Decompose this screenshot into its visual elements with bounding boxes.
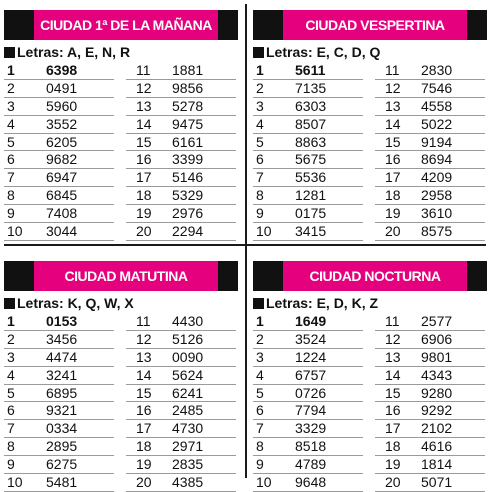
result-row xyxy=(4,438,114,456)
result-row xyxy=(4,456,114,474)
result-position: 17 xyxy=(136,420,152,437)
result-row xyxy=(375,205,485,223)
result-row xyxy=(253,187,363,205)
result-number: 7408 xyxy=(46,205,78,222)
letras-line xyxy=(253,295,378,311)
result-number: 2958 xyxy=(421,187,453,204)
result-position: 15 xyxy=(385,133,401,150)
panel-title: CIUDAD MATUTINA xyxy=(64,268,188,284)
horizontal-divider xyxy=(4,244,486,246)
result-position: 5 xyxy=(256,384,264,401)
letras-line xyxy=(4,295,134,311)
result-row xyxy=(253,134,363,152)
result-row xyxy=(375,367,485,385)
result-number: 5624 xyxy=(172,366,204,383)
result-number: 5146 xyxy=(172,169,204,186)
result-number: 2971 xyxy=(172,438,204,455)
result-row xyxy=(253,116,363,134)
result-number: 4209 xyxy=(421,169,453,186)
result-row xyxy=(253,151,363,169)
result-row xyxy=(126,474,236,492)
result-number: 4385 xyxy=(172,474,204,491)
result-number: 9475 xyxy=(172,115,204,132)
result-row xyxy=(253,474,363,492)
result-number: 7546 xyxy=(421,79,453,96)
result-position: 10 xyxy=(256,474,272,491)
result-position: 1 xyxy=(256,62,264,78)
result-row xyxy=(4,474,114,492)
result-row xyxy=(126,134,236,152)
result-row xyxy=(253,420,363,438)
result-position: 16 xyxy=(385,402,401,419)
letras-line xyxy=(4,44,130,60)
result-number: 5126 xyxy=(172,330,204,347)
result-position: 12 xyxy=(136,330,152,347)
result-row xyxy=(375,313,485,331)
result-number: 1881 xyxy=(172,62,204,78)
result-position: 6 xyxy=(256,151,264,168)
bullet-square-icon xyxy=(253,47,264,58)
panel-title: CIUDAD NOCTURNA xyxy=(309,268,441,284)
result-number: 9648 xyxy=(295,474,327,491)
result-number: 6161 xyxy=(172,133,204,150)
result-number: 2294 xyxy=(172,223,204,240)
result-position: 18 xyxy=(136,187,152,204)
result-number: 2830 xyxy=(421,62,453,78)
result-position: 4 xyxy=(256,115,264,132)
result-row xyxy=(4,223,114,241)
result-row xyxy=(126,80,236,98)
result-position: 3 xyxy=(7,97,15,114)
result-position: 4 xyxy=(7,366,15,383)
result-row xyxy=(126,151,236,169)
results-column-right xyxy=(126,62,236,241)
result-row xyxy=(126,205,236,223)
panel-title: CIUDAD 1ª DE LA MAÑANA xyxy=(40,17,212,33)
result-row xyxy=(375,151,485,169)
letras-text: Letras: A, E, N, R xyxy=(17,44,131,60)
result-number: 2976 xyxy=(172,205,204,222)
result-number: 4558 xyxy=(421,97,453,114)
result-row xyxy=(126,331,236,349)
result-position: 14 xyxy=(136,366,152,383)
result-number: 3329 xyxy=(295,420,327,437)
result-position: 5 xyxy=(7,384,15,401)
panel-ciudad-matutina xyxy=(4,255,238,491)
result-number: 3524 xyxy=(295,330,327,347)
result-row xyxy=(375,134,485,152)
result-number: 0090 xyxy=(172,348,204,365)
result-row xyxy=(375,402,485,420)
result-number: 6205 xyxy=(46,133,78,150)
result-row xyxy=(375,116,485,134)
result-row xyxy=(126,456,236,474)
result-number: 4616 xyxy=(421,438,453,455)
result-number: 5278 xyxy=(172,97,204,114)
result-row xyxy=(4,420,114,438)
result-position: 7 xyxy=(7,169,15,186)
result-number: 8518 xyxy=(295,438,327,455)
result-row xyxy=(126,62,236,80)
result-position: 17 xyxy=(136,169,152,186)
results-column-left xyxy=(253,313,363,492)
result-position: 10 xyxy=(7,223,23,240)
result-row xyxy=(375,438,485,456)
result-position: 20 xyxy=(136,474,152,491)
result-position: 9 xyxy=(7,205,15,222)
result-number: 0726 xyxy=(295,384,327,401)
result-number: 9194 xyxy=(421,133,453,150)
results-column-right xyxy=(126,313,236,492)
result-position: 6 xyxy=(256,402,264,419)
result-number: 5022 xyxy=(421,115,453,132)
result-row xyxy=(4,80,114,98)
results-column-left xyxy=(253,62,363,241)
result-row xyxy=(253,62,363,80)
result-position: 5 xyxy=(256,133,264,150)
results-column-left xyxy=(4,62,114,241)
result-number: 4730 xyxy=(172,420,204,437)
results-column-left xyxy=(4,313,114,492)
result-row xyxy=(253,313,363,331)
result-position: 9 xyxy=(256,205,264,222)
result-position: 6 xyxy=(7,402,15,419)
result-row xyxy=(253,205,363,223)
result-number: 9280 xyxy=(421,384,453,401)
result-row xyxy=(4,349,114,367)
result-number: 8575 xyxy=(421,223,453,240)
result-position: 1 xyxy=(7,313,15,329)
panel-header xyxy=(253,261,487,291)
result-row xyxy=(375,62,485,80)
result-row xyxy=(4,385,114,403)
result-position: 4 xyxy=(7,115,15,132)
result-number: 6303 xyxy=(295,97,327,114)
result-row xyxy=(253,402,363,420)
letras-text: Letras: K, Q, W, X xyxy=(17,295,134,311)
result-number: 2485 xyxy=(172,402,204,419)
result-position: 9 xyxy=(7,456,15,473)
result-row xyxy=(126,223,236,241)
result-row xyxy=(253,331,363,349)
result-row xyxy=(4,187,114,205)
result-position: 1 xyxy=(256,313,264,329)
result-number: 1224 xyxy=(295,348,327,365)
result-number: 5481 xyxy=(46,474,78,491)
result-row xyxy=(375,456,485,474)
result-number: 0334 xyxy=(46,420,78,437)
result-position: 4 xyxy=(256,366,264,383)
result-position: 17 xyxy=(385,169,401,186)
result-number: 2895 xyxy=(46,438,78,455)
result-row xyxy=(4,62,114,80)
result-number: 4474 xyxy=(46,348,78,365)
result-row xyxy=(126,187,236,205)
result-number: 2577 xyxy=(421,313,453,329)
result-row xyxy=(4,313,114,331)
result-number: 8507 xyxy=(295,115,327,132)
result-position: 12 xyxy=(385,330,401,347)
result-position: 19 xyxy=(136,205,152,222)
result-number: 2102 xyxy=(421,420,453,437)
result-number: 9856 xyxy=(172,79,204,96)
result-number: 6757 xyxy=(295,366,327,383)
result-row xyxy=(126,367,236,385)
result-row xyxy=(253,223,363,241)
result-position: 7 xyxy=(256,169,264,186)
result-row xyxy=(253,98,363,116)
result-position: 7 xyxy=(7,420,15,437)
result-row xyxy=(375,474,485,492)
result-position: 11 xyxy=(385,313,400,329)
result-position: 16 xyxy=(385,151,401,168)
result-number: 2835 xyxy=(172,456,204,473)
vertical-divider xyxy=(245,4,247,478)
panel-header xyxy=(253,10,487,40)
result-number: 6947 xyxy=(46,169,78,186)
result-position: 13 xyxy=(136,97,152,114)
result-position: 17 xyxy=(385,420,401,437)
panel-ciudad-manana xyxy=(4,4,238,240)
result-position: 11 xyxy=(385,62,400,78)
result-row xyxy=(4,205,114,223)
result-position: 13 xyxy=(136,348,152,365)
result-position: 3 xyxy=(7,348,15,365)
result-position: 2 xyxy=(256,330,264,347)
result-position: 9 xyxy=(256,456,264,473)
result-row xyxy=(375,80,485,98)
result-row xyxy=(375,420,485,438)
result-number: 7794 xyxy=(295,402,327,419)
result-position: 12 xyxy=(136,79,152,96)
result-row xyxy=(4,331,114,349)
result-position: 14 xyxy=(385,115,401,132)
result-position: 8 xyxy=(7,438,15,455)
result-position: 15 xyxy=(136,384,152,401)
result-number: 0175 xyxy=(295,205,327,222)
result-number: 3241 xyxy=(46,366,78,383)
panel-header xyxy=(4,10,238,40)
panel-title: CIUDAD VESPERTINA xyxy=(305,17,445,33)
result-number: 6398 xyxy=(46,62,78,78)
result-row xyxy=(126,313,236,331)
result-position: 12 xyxy=(385,79,401,96)
bullet-square-icon xyxy=(4,298,15,309)
result-row xyxy=(253,456,363,474)
result-row xyxy=(375,223,485,241)
result-row xyxy=(375,385,485,403)
result-row xyxy=(375,98,485,116)
result-number: 8694 xyxy=(421,151,453,168)
result-position: 7 xyxy=(256,420,264,437)
result-number: 3044 xyxy=(46,223,78,240)
result-row xyxy=(375,331,485,349)
result-position: 1 xyxy=(7,62,15,78)
result-number: 4789 xyxy=(295,456,327,473)
result-number: 3399 xyxy=(172,151,204,168)
result-position: 19 xyxy=(385,456,401,473)
result-position: 11 xyxy=(136,62,151,78)
result-row xyxy=(4,367,114,385)
result-position: 10 xyxy=(7,474,23,491)
result-number: 9321 xyxy=(46,402,78,419)
letras-text: Letras: E, D, K, Z xyxy=(266,295,379,311)
panel-ciudad-vespertina xyxy=(253,4,487,240)
result-row xyxy=(4,169,114,187)
result-position: 3 xyxy=(256,348,264,365)
result-position: 8 xyxy=(256,187,264,204)
result-row xyxy=(253,438,363,456)
letras-text: Letras: E, C, D, Q xyxy=(266,44,381,60)
result-position: 18 xyxy=(385,438,401,455)
result-row xyxy=(375,169,485,187)
result-number: 5329 xyxy=(172,187,204,204)
result-position: 15 xyxy=(385,384,401,401)
result-position: 16 xyxy=(136,151,152,168)
result-row xyxy=(375,349,485,367)
result-number: 1649 xyxy=(295,313,327,329)
result-row xyxy=(4,151,114,169)
result-number: 3415 xyxy=(295,223,327,240)
result-position: 2 xyxy=(7,79,15,96)
result-row xyxy=(4,116,114,134)
result-row xyxy=(126,98,236,116)
result-number: 3552 xyxy=(46,115,78,132)
result-position: 20 xyxy=(385,223,401,240)
result-number: 5675 xyxy=(295,151,327,168)
result-number: 6895 xyxy=(46,384,78,401)
result-number: 6906 xyxy=(421,330,453,347)
result-number: 6275 xyxy=(46,456,78,473)
result-position: 20 xyxy=(136,223,152,240)
result-number: 3456 xyxy=(46,330,78,347)
result-number: 1281 xyxy=(295,187,327,204)
result-position: 13 xyxy=(385,97,401,114)
result-row xyxy=(126,385,236,403)
result-number: 0153 xyxy=(46,313,78,329)
result-number: 9682 xyxy=(46,151,78,168)
result-position: 18 xyxy=(136,438,152,455)
result-number: 5611 xyxy=(295,62,326,78)
result-row xyxy=(4,134,114,152)
result-row xyxy=(253,385,363,403)
result-position: 3 xyxy=(256,97,264,114)
panel-header xyxy=(4,261,238,291)
results-column-right xyxy=(375,313,485,492)
result-row xyxy=(4,98,114,116)
result-row xyxy=(253,367,363,385)
result-number: 7135 xyxy=(295,79,327,96)
result-number: 5071 xyxy=(421,474,453,491)
result-position: 2 xyxy=(7,330,15,347)
letras-line xyxy=(253,44,380,60)
result-number: 4343 xyxy=(421,366,453,383)
result-row xyxy=(126,402,236,420)
result-row xyxy=(253,80,363,98)
result-position: 8 xyxy=(7,187,15,204)
result-row xyxy=(253,349,363,367)
result-number: 5536 xyxy=(295,169,327,186)
result-row xyxy=(253,169,363,187)
result-position: 19 xyxy=(385,205,401,222)
result-position: 15 xyxy=(136,133,152,150)
result-row xyxy=(375,187,485,205)
result-number: 6845 xyxy=(46,187,78,204)
result-row xyxy=(126,420,236,438)
bullet-square-icon xyxy=(4,47,15,58)
result-position: 5 xyxy=(7,133,15,150)
result-position: 14 xyxy=(385,366,401,383)
result-row xyxy=(126,438,236,456)
result-number: 5960 xyxy=(46,97,78,114)
result-row xyxy=(126,169,236,187)
panel-ciudad-nocturna xyxy=(253,255,487,491)
result-number: 3610 xyxy=(421,205,453,222)
result-number: 8863 xyxy=(295,133,327,150)
result-position: 20 xyxy=(385,474,401,491)
result-position: 14 xyxy=(136,115,152,132)
result-position: 10 xyxy=(256,223,272,240)
result-position: 13 xyxy=(385,348,401,365)
bullet-square-icon xyxy=(253,298,264,309)
result-row xyxy=(4,402,114,420)
result-row xyxy=(126,116,236,134)
result-number: 0491 xyxy=(46,79,78,96)
result-number: 6241 xyxy=(172,384,204,401)
results-column-right xyxy=(375,62,485,241)
result-position: 11 xyxy=(136,313,151,329)
result-row xyxy=(126,349,236,367)
result-position: 2 xyxy=(256,79,264,96)
result-position: 16 xyxy=(136,402,152,419)
result-number: 9292 xyxy=(421,402,453,419)
result-number: 1814 xyxy=(421,456,453,473)
result-position: 18 xyxy=(385,187,401,204)
result-position: 6 xyxy=(7,151,15,168)
result-position: 8 xyxy=(256,438,264,455)
result-number: 9801 xyxy=(421,348,453,365)
result-position: 19 xyxy=(136,456,152,473)
result-number: 4430 xyxy=(172,313,204,329)
